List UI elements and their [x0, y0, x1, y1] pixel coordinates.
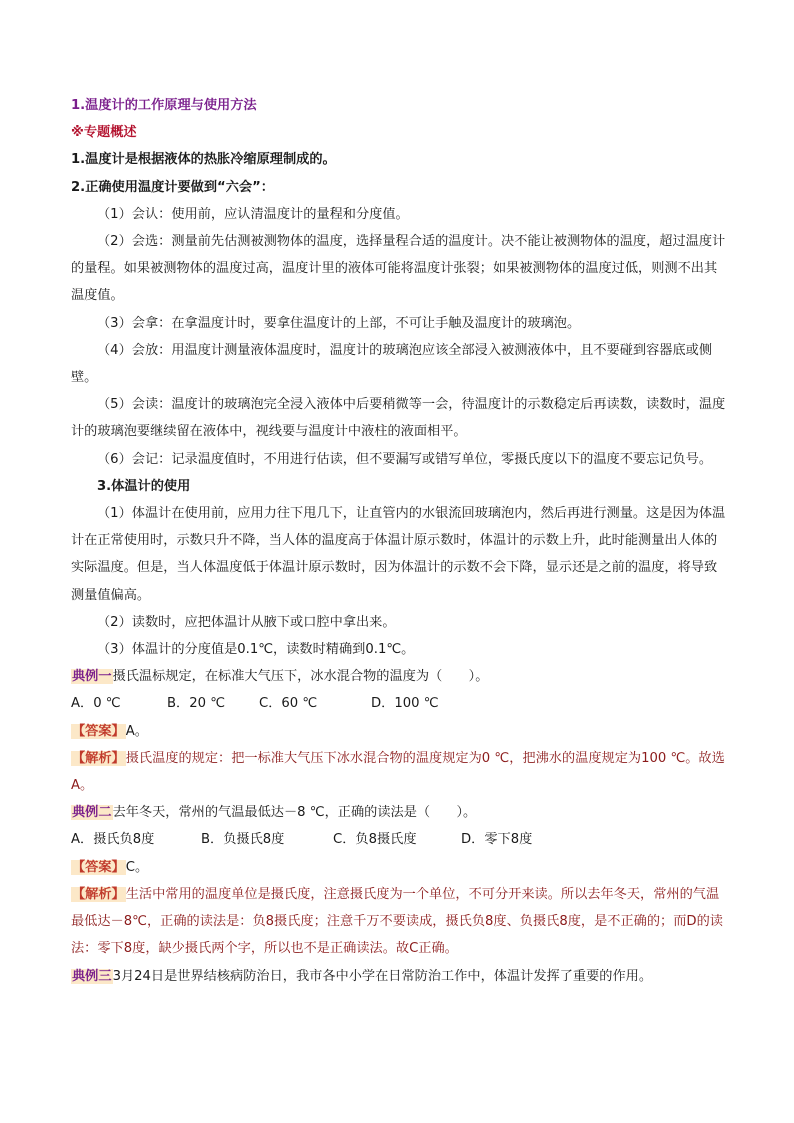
- point-3-title: 3.体温计的使用: [97, 478, 191, 494]
- six-skill-5: （5）会读：温度计的玻璃泡完全浸入液体中后要稍微等一会，待温度计的示数稳定后再读数，读数时，温度计的玻璃泡要继续留在液体中，视线要与温度计中液柱的液面相平。: [71, 397, 726, 440]
- example-1-text: 摄氏温标规定，在标准大气压下，冰水混合物的温度为（ ）。: [112, 669, 489, 685]
- example-2-options: [71, 826, 727, 853]
- example-1-option-d: D．100 ℃: [371, 696, 439, 712]
- example-3-tag: 典例三: [72, 968, 112, 984]
- six-skill-4: （4）会放：用温度计测量液体温度时，温度计的玻璃泡应该全部浸入被测液体中，且不要碰到容器底或侧壁。: [71, 342, 713, 386]
- example-2-option-c: C．负8摄氏度: [333, 832, 417, 848]
- example-2-question: [71, 799, 727, 826]
- example-1-analysis-tag: 【解析】: [72, 750, 125, 766]
- example-2-analysis-tag: 【解析】: [72, 886, 125, 902]
- example-2-option-d: D．零下8度: [461, 832, 533, 848]
- section-title: 1.温度计的工作原理与使用方法: [71, 98, 257, 113]
- example-1-tag: 典例一: [72, 669, 112, 685]
- example-2-answer-tag: 【答案】: [72, 859, 125, 875]
- example-2-answer-text: C。: [125, 859, 149, 875]
- example-1-question: [71, 663, 727, 690]
- example-2-tag: 典例二: [72, 805, 112, 821]
- example-2-option-b: B．负摄氏8度: [201, 832, 285, 848]
- example-2-text: 去年冬天，常州的气温最低达－8 ℃，正确的读法是（ ）。: [112, 805, 477, 821]
- example-2-analysis-text: 生活中常用的温度单位是摄氏度，注意摄氏度为一个单位，不可分开来读。所以去年冬天，常州的气温最低达－8℃，正确的读法是：负8摄氏度；注意千万不要读成，摄氏负8度、负摄氏8度，是不正确的；而D的读法：零下8度，缺少摄氏两个字，所以也不是正确读法。故C正确。: [71, 886, 723, 957]
- six-skill-6: （6）会记：记录温度值时，不用进行估读，但不要漏写或错写单位，零摄氏度以下的温度不要忘记负号。: [97, 451, 713, 467]
- document-content: [71, 92, 727, 990]
- example-2-option-a: A．摄氏负8度: [71, 832, 155, 848]
- example-1-options: [71, 690, 727, 717]
- thermometer-note-2: （2）读数时，应把体温计从腋下或口腔中拿出来。: [97, 614, 396, 630]
- example-1-option-b: B．20 ℃: [167, 696, 226, 712]
- six-skill-3: （3）会拿：在拿温度计时，要拿住温度计的上部，不可让手触及温度计的玻璃泡。: [97, 315, 581, 331]
- point-1: 1.温度计是根据液体的热胀冷缩原理制成的。: [71, 152, 336, 168]
- example-1-analysis: [71, 745, 727, 799]
- example-1-option-c: C．60 ℃: [259, 696, 318, 712]
- point-2-title: 2.正确使用温度计要做到“六会”：: [71, 179, 274, 195]
- example-3-question: [71, 963, 727, 990]
- example-1-option-a: A．0 ℃: [71, 696, 121, 712]
- thermometer-note-1: （1）体温计在使用前，应用力往下甩几下，让直管内的水银流回玻璃泡内，然后再进行测量。这是因为体温计在正常使用时，示数只升不降，当人体的温度高于体温计原示数时，体温计的示数上升，此时能测量出人体的实际温度。但是，当人体温度低于体温计原示数时，因为体温计的示数不会下降，显示还是之前的温度，将导致测量值偏高。: [71, 506, 726, 603]
- thermometer-note-3: （3）体温计的分度值是0.1℃，读数时精确到0.1℃。: [97, 642, 415, 658]
- example-1-answer-tag: 【答案】: [72, 723, 125, 739]
- six-skill-1: （1）会认：使用前，应认清温度计的量程和分度值。: [97, 206, 409, 222]
- six-skill-2: （2）会选：测量前先估测被测物体的温度，选择量程合适的温度计。决不能让被测物体的温度，超过温度计的量程。如果被测物体的温度过高，温度计里的液体可能将温度计张裂；如果被测物体的温度过低，则测不出其温度值。: [71, 234, 726, 304]
- example-2-answer: [71, 854, 727, 881]
- example-1-analysis-text: 摄氏温度的规定：把一标准大气压下冰水混合物的温度规定为0 ℃，把沸水的温度规定为100 ℃。故选A。: [71, 750, 725, 794]
- example-1-answer: [71, 718, 727, 745]
- example-1-answer-text: A。: [125, 723, 148, 739]
- example-2-analysis: [71, 881, 727, 963]
- overview-title: ※专题概述: [71, 125, 137, 141]
- example-3-text: 3月24日是世界结核病防治日，我市各中小学在日常防治工作中，体温计发挥了重要的作用。: [112, 968, 653, 984]
